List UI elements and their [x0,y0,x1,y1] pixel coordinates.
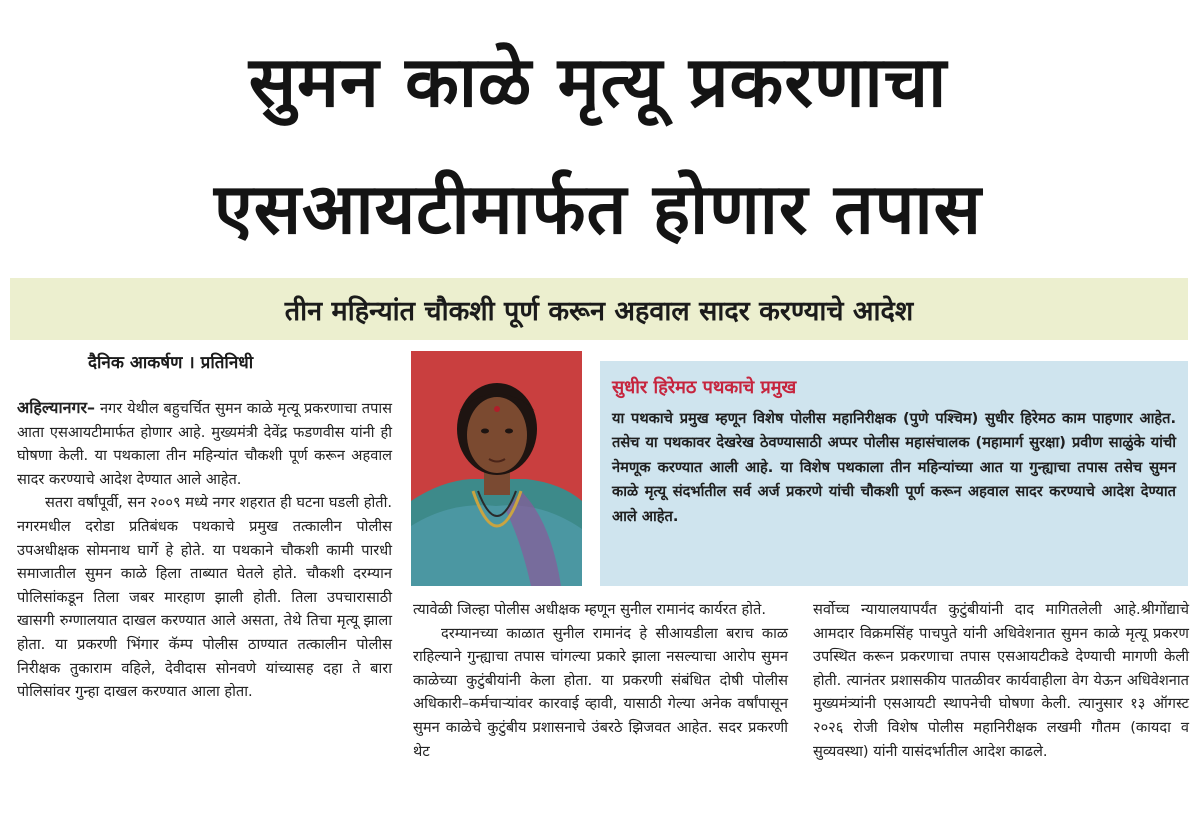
headline-line-2: एसआयटीमार्फत होणार तपास [214,168,982,250]
article-paragraph-4: दरम्यानच्या काळात सुनील रामानंद हे सीआयडीला बराच काळ राहिल्याने गुन्ह्याचा तपास चांगल्या प्रकारे झाला नसल्याचा आरोप सुमन काळेच्या कुटुंबीयांनी केला होता. या प्रकरणी संबंधित दोषी पोलीस अधिकारी–कर्मचाऱ्यांवर कारवाई व्हावी, यासाठी गेल्या अनेक वर्षांपासून सुमन काळेचे कुटुंबीय प्रशासनाचे उंबरठे झिजवत आहेत. सदर प्रकरणी थेट [413,624,788,760]
portrait-image [411,351,582,586]
article-column-3 [813,598,1189,763]
subheadline: तीन महिन्यांत चौकशी पूर्ण करून अहवाल सादर करण्याचे आदेश [284,295,914,327]
headline-line-1: सुमन काळे मृत्यू प्रकरणाचा [248,41,948,123]
dateline: अहिल्यानगर– [17,398,96,417]
portrait-photo [411,351,582,586]
article-paragraph-5: सर्वोच्च न्यायालयापर्यंत कुटुंबीयांनी दाद मागितलेली आहे.श्रीगोंद्याचे आमदार विक्रमसिंह पाचपुते यांनी अधिवेशनात सुमन काळे मृत्यू प्रकरण उपस्थित करून प्रकरणाचा तपास एसआयटीकडे देण्याची मागणी केली होती. त्यानंतर प्रशासकीय पातळीवर कार्यवाहीला वेग येऊन अधिवेशनात मुख्यमंत्र्यांनी एसआयटी स्थापनेची घोषणा केली. त्यानुसार १३ ऑगस्ट २०२६ रोजी विशेष पोलीस महानिरीक्षक लखमी गौतम (कायदा व सुव्यवस्था) यांनी यासंदर्भातील आदेश काढले. [813,601,1189,760]
sidebar-title: सुधीर हिरेमठ पथकाचे प्रमुख [612,377,797,398]
byline: दैनिक आकर्षण । प्रतिनिधी [88,353,254,373]
article-column-1 [17,396,392,704]
article-column-2 [413,598,788,763]
article-paragraph-3: त्यावेळी जिल्हा पोलीस अधीक्षक म्हणून सुनील रामानंद कार्यरत होते. [413,601,766,618]
paragraph-text: नगर येथील बहुचर्चित सुमन काळे मृत्यू प्रकरणाचा तपास आता एसआयटीमार्फत होणार आहे. मुख्यमंत्री देवेंद्र फडणवीस यांनी ही घोषणा केली. या पथकाला तीन महिन्यांत चौकशी पूर्ण करून अहवाल सादर करण्याचे आदेश देण्यात आले आहेत. [17,400,393,488]
sidebar-body: या पथकाचे प्रमुख म्हणून विशेष पोलीस महानिरीक्षक (पुणे पश्चिम) सुधीर हिरेमठ काम पाहणार आहेत. तसेच या पथकावर देखरेख ठेवण्यासाठी अप्पर पोलीस महासंचालक (महामार्ग सुरक्षा) प्रवीण साळुंके यांची नेमणूक करण्यात आली आहे. या विशेष पथकाला तीन महिन्यांच्या आत या गुन्ह्याचा तपास तसेच सुमन काळे मृत्यू संदर्भातील सर्व अर्ज प्रकरणे यांची चौकशी पूर्ण करून अहवाल सादर करण्याचे आदेश देण्यात आले आहेत. [612,410,1176,525]
article-paragraph-1 [17,396,392,491]
subheadline-band [10,278,1188,340]
article-paragraph-2: सतरा वर्षांपूर्वी, सन २००९ मध्ये नगर शहरात ही घटना घडली होती. नगरमधील दरोडा प्रतिबंधक पथकाचे प्रमुख तत्कालीन पोलीस उपअधीक्षक सोमनाथ घार्गे हे होते. या पथकाने चौकशी कामी पारधी समाजातील सुमन काळे हिला ताब्यात घेतले होते. चौकशी दरम्यान पोलिसांकडून तिला जबर मारहाण झाली होती. तिला उपचारासाठी खासगी रुग्णालयात दाखल करण्यात आले असता, तेथे तिचा मृत्यू झाला होता. या प्रकरणी भिंगार कॅम्प पोलीस ठाण्यात तत्कालीन पोलीस निरीक्षक तुकाराम वहिले, देवीदास सोनवणे यांच्यासह दहा ते बारा पोलिसांवर गुन्हा दाखल करण्यात आला होता. [17,494,392,701]
sidebar-box [600,361,1188,586]
